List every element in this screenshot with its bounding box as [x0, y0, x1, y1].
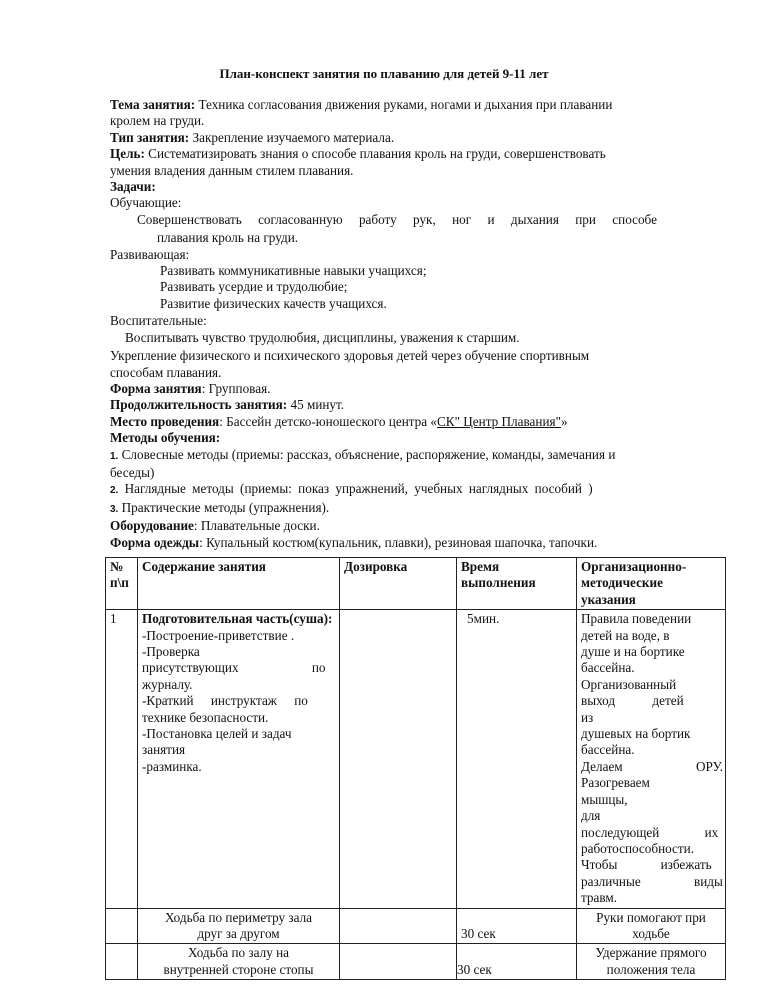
- content-line: -Краткий инструктаж по: [142, 693, 308, 709]
- table-header-row: [106, 558, 726, 610]
- word: ног: [452, 211, 472, 227]
- note-line: Разогреваем: [581, 775, 650, 791]
- dev-label: Развивающая:: [110, 246, 190, 262]
- row-notes: [577, 610, 726, 908]
- method-number: 2.: [110, 485, 119, 497]
- note-line: детей на воде, в: [581, 627, 670, 643]
- note-line: Чтобы избежать: [581, 857, 712, 873]
- header-time: Время выполнения: [457, 558, 577, 610]
- goal-label: Цель:: [110, 146, 145, 162]
- word: дыхания: [510, 211, 559, 227]
- health-text-cont: способам плавания.: [110, 364, 222, 380]
- table-row: [106, 944, 726, 980]
- row-number: [106, 944, 138, 980]
- place-link[interactable]: СК" Центр Плавания": [437, 413, 561, 429]
- row-time: [457, 944, 577, 980]
- methods-label: Методы обучения:: [110, 430, 221, 446]
- note-line: работоспособности.: [581, 840, 695, 856]
- row-time: 5мин.: [457, 610, 577, 908]
- form-text: : Групповая.: [201, 380, 271, 396]
- tasks-label: Задачи:: [110, 179, 156, 195]
- goal-text: Систематизировать знания о способе плавания кроль на груди, совершенствовать: [144, 146, 606, 162]
- content-line: журналу.: [142, 676, 193, 692]
- clothes-text: : Купальный костюм(купальник, плавки), резиновая шапочка, тапочки.: [199, 534, 598, 550]
- header-number: № п\п: [106, 558, 138, 610]
- word: и: [487, 211, 495, 227]
- dev-item: Развивать усердие и трудолюбие;: [160, 279, 348, 295]
- topic-text: Техника согласования движения руками, ногами и дыхания при плавании: [195, 97, 613, 112]
- duration-label: Продолжительность занятия:: [110, 397, 288, 413]
- note-line: положения тела: [606, 961, 696, 977]
- row-dosage: [340, 610, 457, 908]
- section-title: Подготовительная часть(суша):: [142, 611, 333, 627]
- place-label: Место проведения: [110, 413, 220, 429]
- topic-text-cont: кролем на груди.: [110, 113, 205, 129]
- word: согласованную: [258, 211, 343, 227]
- row-notes: [577, 908, 726, 944]
- note-line: Руки помогают при: [596, 909, 706, 925]
- note-line: последующей их: [581, 824, 719, 840]
- header-content: Содержание занятия: [138, 558, 340, 610]
- note-line: ходьбе: [632, 925, 670, 941]
- note-line: Удержание прямого: [595, 945, 707, 961]
- method-text: Практические методы (упражнения).: [118, 499, 330, 515]
- row-time: [457, 908, 577, 944]
- note-line: мышцы, для: [581, 791, 628, 824]
- word: Совершенствовать: [137, 211, 242, 227]
- method-text: Наглядные методы (приемы: показ упражнений, учебных наглядных пособий ): [118, 481, 593, 497]
- note-line: Правила поведении: [581, 611, 692, 627]
- time-value: 30 сек: [457, 961, 492, 977]
- note-line: травм.: [581, 890, 618, 906]
- note-line: выход детей из: [581, 693, 684, 725]
- row-dosage: [340, 944, 457, 980]
- type-text: Закрепление изучаемого материала.: [189, 129, 395, 145]
- upbringing-label: Воспитательные:: [110, 313, 207, 329]
- document-body: [110, 97, 720, 551]
- content-line: -Постановка целей и задач: [142, 726, 292, 742]
- edu-label: Обучающие:: [110, 195, 182, 211]
- edu-item-cont: плавания кроль на груди.: [157, 230, 299, 246]
- row-number: 1: [106, 610, 138, 908]
- goal-line: [110, 146, 720, 162]
- row-notes: [577, 944, 726, 980]
- row-content: [138, 944, 340, 980]
- content-line: присутствующих по: [142, 660, 326, 676]
- content-line: -Построение-приветствие .: [142, 627, 295, 643]
- topic-line: [110, 97, 720, 113]
- row-content: [138, 908, 340, 944]
- content-line: -разминка.: [142, 758, 202, 774]
- method-item: [110, 500, 720, 518]
- content-line: занятия: [142, 742, 186, 758]
- content-line: Ходьба по периметру зала: [164, 909, 313, 925]
- upbringing-item: Воспитывать чувство трудолюбия, дисциплины, уважения к старшим.: [125, 329, 520, 345]
- health-text: Укрепление физического и психического здоровья детей через обучение спортивным: [110, 348, 590, 364]
- dev-item: Развитие физических качеств учащихся.: [160, 295, 387, 311]
- note-line: Делаем ОРУ.: [581, 758, 723, 774]
- lesson-table: [105, 557, 726, 980]
- word: способе: [612, 211, 657, 227]
- word: рук,: [413, 211, 436, 227]
- form-label: Форма занятия: [110, 380, 202, 396]
- method-text: Словесные методы (приемы: рассказ, объяснение, распоряжение, команды, замечания и: [118, 446, 616, 462]
- content-line: технике безопасности.: [142, 709, 269, 725]
- method-number: 3.: [110, 503, 119, 515]
- content-line: внутренней стороне стопы: [163, 961, 314, 977]
- note-line: душе и на бортике: [581, 644, 685, 660]
- table-row: [106, 610, 726, 908]
- document-title: План-конспект занятия по плаванию для детей 9-11 лет: [219, 66, 549, 81]
- header-dosage: Дозировка: [340, 558, 457, 610]
- duration-text: 45 минут.: [287, 397, 345, 413]
- equipment-label: Оборудование: [110, 518, 194, 534]
- method-text-cont: беседы): [110, 464, 155, 480]
- note-line: различные виды: [581, 873, 723, 889]
- dev-item: Развивать коммуникативные навыки учащихся;: [160, 263, 427, 279]
- note-line: бассейна.: [581, 742, 635, 758]
- method-number: 1.: [110, 450, 119, 462]
- word: при: [575, 211, 596, 227]
- method-item: [110, 447, 720, 465]
- goal-text-cont: умения владения данным стилем плавания.: [110, 162, 354, 178]
- method-item: [110, 481, 720, 499]
- note-line: Организованный: [581, 676, 677, 692]
- row-content: [138, 610, 340, 908]
- equipment-text: : Плавательные доски.: [193, 518, 320, 534]
- type-label: Тип занятия:: [110, 129, 190, 145]
- row-dosage: [340, 908, 457, 944]
- header-notes: Организационно-методические указания: [577, 558, 726, 610]
- note-line: бассейна.: [581, 660, 635, 676]
- row-number: [106, 908, 138, 944]
- note-line: душевых на бортик: [581, 726, 691, 742]
- place-text: : Бассейн детско-юношеского центра «: [219, 413, 438, 429]
- table-row: [106, 908, 726, 944]
- content-line: друг за другом: [197, 925, 280, 941]
- type-line: [110, 130, 720, 146]
- word: работу: [358, 211, 397, 227]
- time-value: 30 сек: [461, 925, 496, 941]
- clothes-label: Форма одежды: [110, 534, 200, 550]
- place-end: »: [560, 413, 568, 429]
- content-line: -Проверка: [142, 644, 200, 660]
- topic-label: Тема занятия:: [110, 97, 196, 112]
- content-line: Ходьба по залу на: [188, 945, 289, 961]
- edu-item: [110, 212, 657, 228]
